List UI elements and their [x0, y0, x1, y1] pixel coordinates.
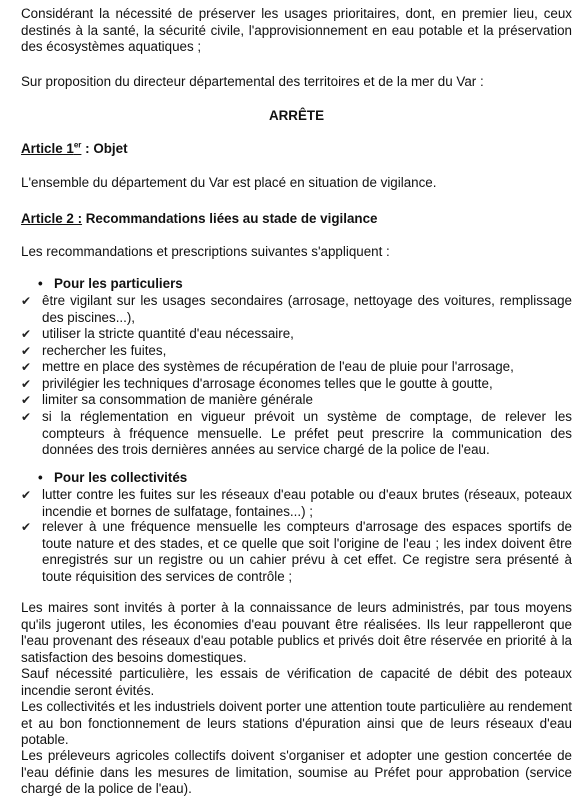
article1-sep: :: [81, 141, 94, 156]
checkmark-icon: ✔: [21, 520, 32, 534]
article1-sup: er: [73, 140, 82, 150]
article1-text: L'ensemble du département du Var est placé en situation de vigilance.: [21, 175, 437, 190]
collectivites-paragraph: Les collectivités et les industriels doivent porter une attention toute particulière au rendement et au bon fonctionnement de leurs stations d'épuration ainsi que de leurs réseaux d'eau potable.: [21, 699, 572, 748]
checkmark-icon: ✔: [21, 360, 32, 374]
article2-intro: Les recommandations et prescriptions suivantes s'appliquent :: [21, 244, 390, 259]
checkmark-icon: ✔: [21, 410, 32, 424]
article1-title: Objet: [93, 141, 128, 156]
article2-heading: [21, 211, 572, 228]
article1-heading: [21, 141, 572, 158]
checkmark-icon: ✔: [21, 488, 32, 502]
bullet-icon: •: [38, 276, 43, 291]
proposition-paragraph: Sur proposition du directeur départemental des territoires et de la mer du Var :: [21, 74, 484, 89]
checkmark-icon: ✔: [21, 393, 32, 407]
checkmark-icon: ✔: [21, 377, 32, 391]
document-page: Considérant la nécessité de préserver les usages prioritaires, dont, en premier lieu, ceux destinés à la santé, la sécurité civile, l'approvisionnement en eau potable et la préservation des écosystèmes aquatiques ; Sur proposition du directeur départemental des territoires et de la mer du Var : ARRÊTE Article 1er : Objet L'ensemble du département du Var est placé en situation de vigilance. Article 2 : Recommandations liées au stade de vigilance Les recommandations et prescriptions suivantes s'appliquent : • Pour les particuliers ✔ être vigilant sur les usages secondaires (arrosage, nettoyage des voitures, remplissage des piscines...), ✔ utiliser la stricte quantité d'eau nécessaire, ✔ rechercher les fuites, ✔ mettre en place des systèmes de récupération de l'eau de pluie pour l'arrosage, ✔ privilégier les techniques d'arrosage économes telles que le goutte à goutte, ✔ limiter sa consommation de manière générale ✔ si la réglementation en vigueur prévoit un système de comptage, de relever les compteurs à fréquence mensuelle. Le préfet peut prescrire la communication des données des trois dernières années au service chargé de la police de l'eau. • Pour les collectivités ✔ lutter contre les fuites sur les réseaux d'eau potable ou d'eaux brutes (réseaux, poteaux incendie et bornes de sulfatage, fontaines...) ; ✔ relever à une fréquence mensuelle les compteurs d'arrosage des espaces sportifs de toute nature et des stades, et ce quelle que soit l'origine de l'eau ; les index doivent être enregistrés sur un registre ou un cahier prévu à cet effet. Ce registre sera présenté à toute réquisition des services de contrôle ; Les maires sont invités à porter à la connaissance de leurs administrés, par tous moyens qu'ils jugeront utiles, les économies d'eau pouvant être réalisées. Ils leur rappelleront que l'eau provenant des réseaux d'eau potable publics et privés doit être réservée en priorité à la satisfaction des besoins domestiques. Sauf nécessité particulière, les essais de vérification de capacité de débit des poteaux incendie seront évités. Les collectivités et les industriels doivent porter une attention toute particulière au rendement et au bon fonctionnement de leurs stations d'épuration ainsi que de leurs réseaux d'eau potable. Les préleveurs agricoles collectifs doivent s'organiser et adopter une gestion concertée de l'eau définie dans les mesures de limitation, soumise au Préfet pour approbation (service chargé de la police de l'eau).: [21, 6, 572, 797]
essais-paragraph: Sauf nécessité particulière, les essais de vérification de capacité de débit des poteaux incendie seront évités.: [21, 666, 572, 698]
preleveurs-paragraph: Les préleveurs agricoles collectifs doivent s'organiser et adopter une gestion concertée de l'eau définie dans les mesures de limitation, soumise au Préfet pour approbation (service chargé de la police de l'eau).: [21, 748, 572, 797]
maires-paragraph: Les maires sont invités à porter à la connaissance de leurs administrés, par tous moyens qu'ils jugeront utiles, les économies d'eau pouvant être réalisées. Ils leur rappelleront que l'eau provenant des réseaux d'eau potable publics et privés doit être réservée en priorité à la satisfaction des besoins domestiques.: [21, 600, 572, 665]
collectivites-heading: • Pour les collectivités: [38, 470, 188, 485]
considerant-paragraph: Considérant la nécessité de préserver les usages prioritaires, dont, en premier lieu, ceux destinés à la santé, la sécurité civile, l'approvisionnement en eau potable et la préservation des écosystèmes aquatiques ;: [21, 6, 572, 55]
checkmark-icon: ✔: [21, 344, 32, 358]
article2-number: Article 2 :: [21, 211, 83, 226]
bullet-icon: •: [38, 470, 43, 485]
arrete-heading: ARRÊTE: [268, 108, 325, 123]
article1-number: Article 1: [21, 141, 74, 156]
particuliers-heading: • Pour les particuliers: [38, 276, 183, 291]
checkmark-icon: ✔: [21, 294, 32, 308]
checkmark-icon: ✔: [21, 327, 32, 341]
article2-title: Recommandations liées au stade de vigilance: [82, 211, 378, 226]
